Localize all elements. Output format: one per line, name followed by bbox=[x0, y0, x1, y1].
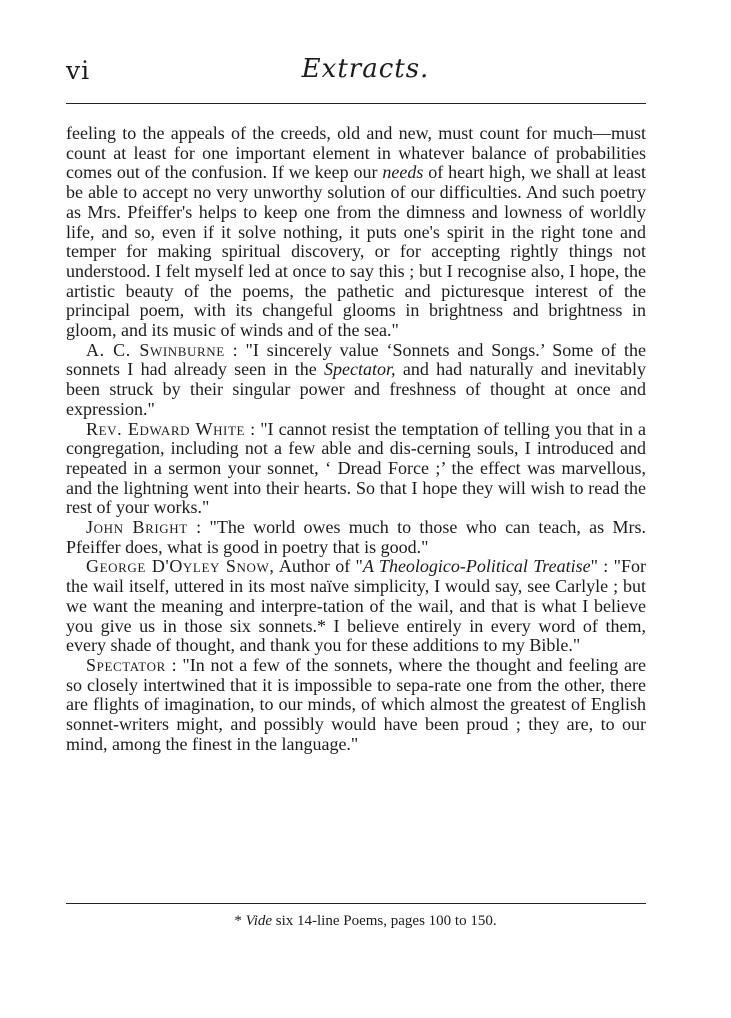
footnote-marker: * bbox=[234, 913, 246, 929]
body-text bbox=[66, 124, 646, 755]
quote-spectator bbox=[66, 656, 646, 755]
italic-run: Vide bbox=[245, 913, 273, 929]
text-run: six 14-line Poems, pages 100 to 150. bbox=[272, 913, 497, 929]
page-number: vi bbox=[66, 56, 91, 85]
italic-run: Spectator, bbox=[324, 359, 396, 380]
text-run: feeling to the appeals of the creeds, old and new, must count for much—must count at least for one important element in whatever balance of probabilities comes out of the confusion. If we keep our bbox=[66, 123, 646, 183]
footnote bbox=[0, 913, 731, 930]
footnote-rule bbox=[66, 903, 646, 904]
text-run: and had naturally and inevitably been struck by their singular power and freshness of thought at once and expression." bbox=[66, 359, 646, 419]
text-run: Author of " bbox=[274, 556, 363, 577]
speaker-name: George D'Oyley Snow, bbox=[86, 556, 275, 577]
text-run: of heart high, we shall at least be able to accept no very unworthy solution of our difficulties. And such poetry as Mrs. Pfeiffer's helps to keep one from the dimness and lowness of worldly life, and so, even if it solve nothing, it puts one's spirit in the right tone and temper for making spiritual discovery, or for accepting rightly things not understood. I felt myself led at once to say this ; but I recognise also, I hope, the artistic beauty of the poems, the pathetic and picturesque interest of the principal poem, with its changeful glooms in brightness and brightness in gloom, and its music of winds and of the sea." bbox=[66, 162, 646, 341]
paragraph-continuation bbox=[66, 124, 646, 341]
text-run: " : "For the wail itself, uttered in its most naïve simplicity, I would say, see Carlyle ; but we want the meaning and interpre-tation of the wail, and that is what I believe you give us in those six sonnets.* I believe entirely in every word of them, every shade of thought, and thank you for these additions to my Bible." bbox=[66, 556, 647, 656]
quote-snow bbox=[66, 557, 646, 656]
speaker-name: A. C. Swinburne bbox=[86, 339, 225, 360]
speaker-name: Spectator bbox=[86, 654, 166, 675]
text-run: : "The world owes much to those who can teach, as Mrs. Pfeiffer does, what is good in poetry that is good." bbox=[66, 517, 646, 557]
quote-white bbox=[66, 420, 646, 519]
running-title: Extracts. bbox=[301, 54, 430, 84]
text-run: : "I cannot resist the temptation of telling you that in a congregation, including not a few able and dis-cerning souls, I introduced and repeated in a sermon your sonnet, ‘ Dread Force ;’ the effect was marvellous, and the lightning went into their hearts. So that I hope they will wish to read the rest of your works." bbox=[66, 418, 646, 518]
text-run: : "In not a few of the sonnets, where the thought and feeling are so closely intertwined that it is impossible to sepa-rate one from the other, there are flights of imagination, to our minds, of which almost the greatest of English sonnet-writers might, and possibly would have been proud ; they are, to our mind, among the finest in the language." bbox=[66, 654, 646, 754]
speaker-name: Rev. Edward White bbox=[86, 418, 246, 439]
italic-run: A Theologico-Political Treatise bbox=[362, 556, 591, 577]
header-rule bbox=[66, 103, 646, 104]
italic-run: needs bbox=[382, 162, 424, 183]
quote-bright bbox=[66, 518, 646, 557]
quote-swinburne bbox=[66, 341, 646, 420]
text-run: : "I sincerely value ‘Sonnets and Songs.’ Some of the sonnets I had already seen in the bbox=[66, 339, 646, 380]
speaker-name: John Bright bbox=[86, 517, 188, 538]
